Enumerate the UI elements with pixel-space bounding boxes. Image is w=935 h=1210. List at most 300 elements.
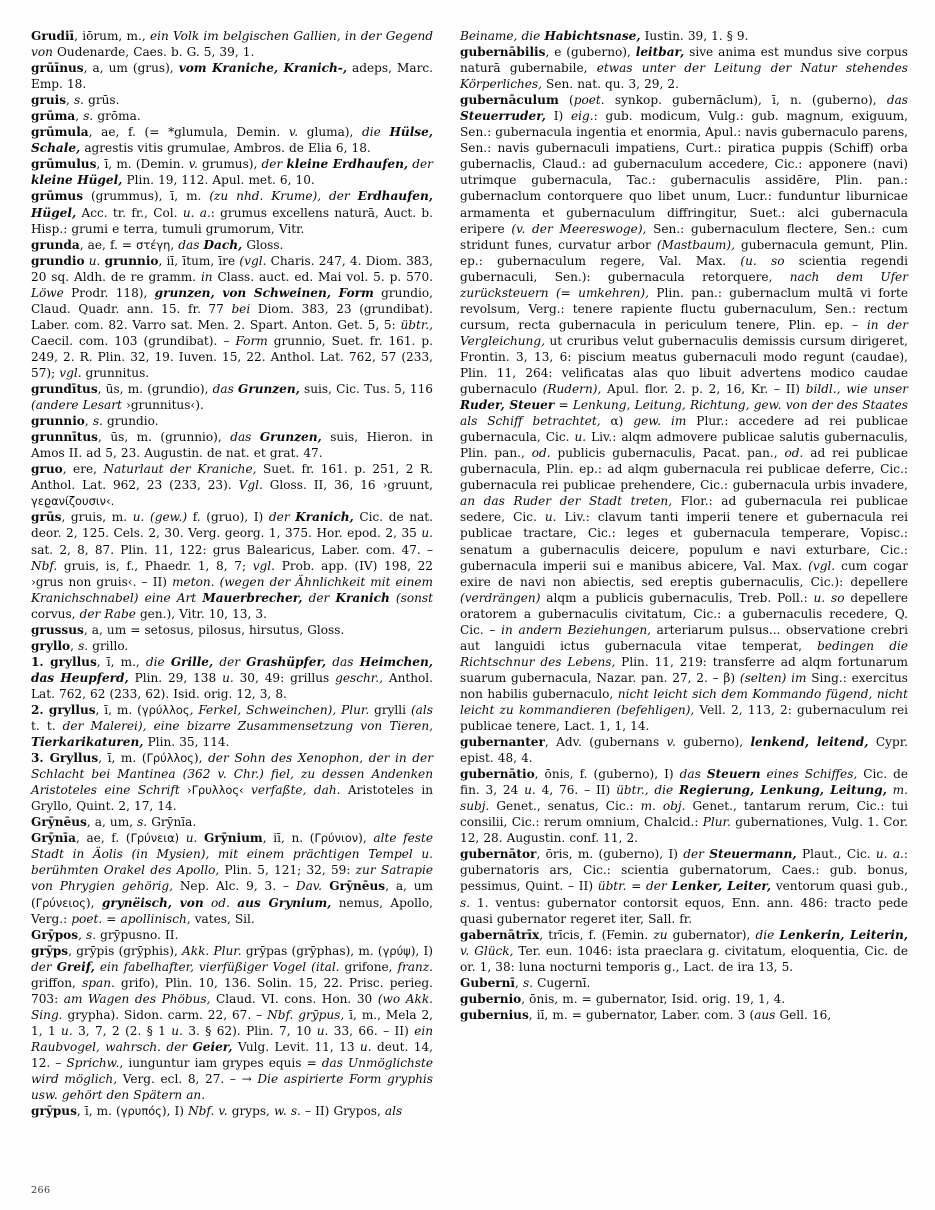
entry-text-run: grȳpas (grȳphas), m. ( (241, 943, 383, 958)
entry-text-run: Gell. 16, (775, 1007, 832, 1022)
entry-text-run: Plin. pan.: gubernaclum multā vi forte revolsum, Verg.: tenere rapiente fluctu gubernaculum, Sen.: rectum cursum, recta gubernacula in periculum tenere, Plin. ep. – (460, 285, 908, 332)
entry-text-run: u. (544, 510, 557, 525)
entry-headword: Grȳnium (204, 831, 263, 846)
entry-text-run: m. obj. (640, 799, 686, 814)
entry-text-run: Charis. 247, 4. Diom. 383, 20 sq. Aldh. de re gramm. (31, 253, 434, 284)
entry-text-run: meton. (wegen der Ähnlichkeit mit einem Kranichschnabel) eine Art (31, 574, 433, 605)
entry-text-run: Plin. 29, 138 (128, 670, 223, 685)
entry-text-run: Liv.: clavum tanti imperii tenere et gubernacula rei publicae tractare, Cic.: leges et gubernacula temperare, Vopisc.: senatum a gubernaculis deicere, populum e navi exturbare, Cic.: gubernacula imperii sui e manibus abicere, Val. Max. (460, 510, 908, 573)
entry-text-run: , trīcis, f. (Femin. (539, 927, 654, 942)
dictionary-entry (31, 381, 433, 413)
entry-text-run: die (145, 654, 171, 669)
dictionary-entry (31, 622, 433, 638)
entry-text-run: gew. im (633, 414, 687, 429)
entry-text-run: u. (316, 1023, 329, 1038)
dictionary-entry (460, 846, 908, 926)
dictionary-entry (31, 654, 433, 702)
entry-text-run: v. (288, 125, 299, 140)
entry-headword: gubernātio (460, 767, 535, 782)
entry-headword: 2. gryllus (31, 702, 96, 717)
right-column (437, 0, 935, 1023)
entry-text-run: : gubernatoris ars, Cic.: scientia gubernatorum, Caes.: gub. bonus, pessimus, Quint. – II) (460, 847, 908, 894)
entry-text-run: suis, Cic. Tus. 5, 116 (299, 382, 433, 397)
entry-text-run: Geier, (192, 1039, 233, 1054)
entry-text-run: ein Volk im belgischen Gallien, in der Gegend von (31, 29, 433, 60)
entry-text-run: cum cogar exire de navi non abiectis, sed ereptis gubernaculis, Cic.): depellere (460, 558, 908, 589)
dictionary-entry (31, 156, 433, 188)
entry-text-run: , ōnis, f. (guberno), I) (534, 767, 680, 782)
entry-text-run: , (70, 638, 79, 653)
entry-text-run: bildl., wie unser (805, 382, 909, 397)
entry-text-run: Form (235, 333, 268, 348)
entry-headword: grūs (31, 510, 62, 525)
entry-text-run: ein fabelhafter, vierfüßiger Vogel (ital. (94, 959, 340, 974)
entry-text-run: span. (82, 975, 115, 990)
entry-text-run: Suet. fr. 161. p. 251, 2 R. Anthol. Lat. 962, 23 (233, 23). (31, 462, 433, 493)
entry-text-run: in der Vergleichung, (460, 317, 908, 348)
dictionary-entry (31, 188, 433, 236)
entry-text-run: 33, 66. – II) (328, 1023, 415, 1038)
entry-text-run: Lenkerin, Leiterin, (779, 927, 909, 942)
entry-text-run: u. (574, 430, 587, 445)
entry-text-run: gubernationes, Vulg. 1. Cor. 12, 28. Augustin. conf. 11, 2. (460, 815, 908, 846)
entry-text-run: grumus), (197, 157, 262, 172)
entry-text-run: , ae, f. ( (75, 831, 131, 846)
entry-text-run: (verdrängen) (460, 590, 541, 605)
entry-text-run: Cic. de fin. 3, 24 (460, 767, 908, 798)
entry-text-run: Die aspirierte Form gryphis usw. gehört den Spätern an. (31, 1072, 433, 1103)
entry-headword: gubernanter (460, 735, 545, 750)
entry-text-run: ut cruribus velut gubernaculis demissis cursum dirigeret, Frontin. 3, 13, 6: piscium meatus gubernaculi modo regunt (caudae), Plin. 11, 264: velificatas alas quo libuit advertens modico caudae gubernaculo (460, 333, 908, 397)
entry-text-run: leitbar, (635, 45, 685, 60)
entry-headword: 1. gryllus (31, 654, 97, 669)
entry-text-run: Ter. eun. 1046: ista praeclara g. civitatum, eloquentia, Cic. de or. 1, 38: luna nocturni temporis g., Lact. de ira 13, 5. (460, 943, 908, 974)
entry-text-run: , iī, n. ( (262, 831, 315, 846)
entry-text-run: Nbf. v. (188, 1104, 228, 1119)
entry-text-run: Hülse, Schale, (31, 125, 434, 156)
entry-text-run: Greif, (56, 959, 95, 974)
dictionary-entry (460, 1007, 908, 1023)
dictionary-entry (31, 429, 433, 461)
entry-text-run: gluma), (298, 125, 363, 140)
entry-text-run: , ī, m. ( (76, 1104, 121, 1119)
entry-text-run: iunguntur iam grypes equis = (123, 1056, 322, 1070)
entry-text-run: t. t. (31, 719, 63, 734)
entry-text-run: Liv.: alqm admovere publicae salutis gubernaculis, Plin. pan., (460, 430, 908, 461)
entry-text-run: als (384, 1104, 403, 1119)
entry-headword: grundio (31, 253, 85, 268)
entry-text-run: grundio, Claud. Quadr. ann. 15. fr. 77 (31, 285, 433, 316)
entry-text-run: Plin. 19, 112. Apul. met. 6, 10. (122, 173, 315, 188)
entry-text-run: ventorum quasi gub., (771, 879, 908, 894)
entry-text-run: der (31, 959, 57, 974)
entry-text-run: , Ferkel, Schweinchen), Plur. (189, 702, 370, 717)
entry-text-run: Dav. (295, 879, 323, 894)
entry-text-run: u. (179, 831, 205, 846)
entry-text-run: vom Kraniche, Kranich-, (178, 61, 348, 76)
entry-text-run: Plur. (702, 815, 731, 830)
dictionary-entry (460, 991, 908, 1007)
entry-text-run: der (302, 590, 336, 605)
entry-text-run: Nep. Alc. 9, 3. – (172, 879, 296, 894)
entry-text-run: Sen. nat. qu. 3, 29, 2. (541, 77, 679, 92)
entry-text-run: grȳpusno. II. (96, 927, 179, 942)
entry-text-run: Grunzen, (259, 430, 322, 445)
dictionary-entry (31, 814, 433, 830)
dictionary-entry (31, 750, 433, 814)
entry-text-run: das (326, 654, 360, 669)
entry-text-run: grunzen, von Schweinen, Form (154, 285, 374, 300)
entry-text-run: (u. so (740, 253, 785, 268)
entry-text-run: gubernator), (667, 927, 756, 942)
entry-text-run: publicis gubernaculis, Pacat. pan., (550, 446, 785, 461)
entry-text-run: , ī, m. ( (98, 751, 147, 766)
entry-text-run: guberno), (675, 735, 751, 750)
entry-text-run: , iōrum, m., (74, 29, 150, 43)
entry-headword: gubernio (460, 991, 522, 1006)
entry-headword: gubernātor (460, 847, 537, 862)
entry-text-run: suis, Hieron. in Amos II. ad 5, 23. Augustin. de nat. et grat. 47. (31, 430, 433, 461)
entry-text-run: Gloss. (242, 237, 284, 252)
entry-text-run: , (84, 414, 93, 429)
entry-text-run: , ae, f. (= *glumula, Demin. (88, 125, 289, 140)
entry-headword: grūma (31, 109, 76, 124)
entry-text-run: grunnitus. (81, 365, 150, 380)
entry-headword: grȳpus (31, 1104, 77, 1119)
entry-text-run: der Malerei), eine bizarre Zusammensetzung von Tieren, (62, 719, 433, 734)
entry-text-run: w. s. (273, 1104, 301, 1119)
entry-text-run: , (75, 109, 84, 124)
entry-headword: grūmulus (31, 157, 97, 172)
entry-text-run: Heimchen, das Heupferd, (31, 654, 433, 685)
entry-text-run: , ūs, m. (grunnio), (98, 430, 231, 445)
entry-headword: gubernāculum (460, 93, 559, 108)
entry-headword: gubernābilis (460, 45, 546, 60)
entry-headword: grussus (31, 622, 84, 637)
entry-text-run: , iī, ītum, īre (158, 253, 240, 268)
entry-text-run: ), (358, 831, 374, 846)
entry-headword: 3. Gryllus (31, 751, 99, 766)
entry-text-run: u. a. (182, 205, 211, 220)
entry-text-run: gryps, (227, 1104, 274, 1119)
entry-text-run: Verg. ecl. 8, 27. – → (117, 1072, 258, 1087)
dictionary-entry (460, 28, 908, 44)
dictionary-entry (31, 108, 433, 124)
entry-text-run: , ūs, m. (grundio), (97, 382, 213, 397)
entry-text-run: grynëisch, von (101, 895, 204, 910)
entry-text-run: , gruis, m. (61, 510, 133, 525)
entry-text-run: Sen.: gubernaculum flectere, Sen.: cum stridunt funes, curvatur arbor (460, 221, 909, 252)
entry-text-run: das (230, 430, 260, 445)
entry-text-run: vgl. (252, 558, 276, 573)
dictionary-entry (31, 638, 433, 654)
entry-text-run: nicht leicht sich dem Kommando fügend, nicht leicht zu kommandieren (befehligen), (460, 686, 908, 717)
entry-text-run: etwas unter der Leitung der Natur stehendes Körperliches, (460, 61, 908, 92)
entry-text-run: grunnio, Suet. fr. 161. p. 249, 2. R. Plin. 32, 19. Iuven. 15, 22. Anthol. Lat. 762, 57 (233, 57); (31, 333, 433, 380)
entry-text-run: eines Schiffes, (760, 767, 858, 782)
entry-text-run: (vgl. (808, 558, 836, 573)
entry-text-run: , (78, 927, 86, 942)
entry-text-run: Grashüpfer, (246, 654, 327, 669)
dictionary-entry (460, 44, 908, 92)
entry-text-run: grifo), Plin. 10, 136. Solin. 15, 22. Prisc. perieg. 703: (31, 975, 433, 1006)
entry-text-run: u. so (813, 590, 845, 605)
entry-text-run: alqm a publicis gubernaculis, Treb. Poll.: (540, 590, 814, 605)
entry-text-run: Grunzen, (238, 382, 300, 397)
dictionary-entry (31, 237, 433, 253)
entry-text-run: der (408, 157, 433, 172)
entry-text-run: sat. 2, 8, 87. Plin. 11, 122: grus Balearicus, Laber. com. 47. – (31, 542, 433, 557)
entry-text-run: 3. § 62). Plin. 7, 10 (182, 1023, 317, 1038)
entry-text-run: , (170, 237, 179, 252)
entry-headword: grȳps (31, 943, 69, 958)
entry-text-run: , grȳpis (grȳphis), (68, 943, 183, 958)
entry-text-run: deut. 14, 12. – (31, 1039, 433, 1070)
entry-text-run: (v. der Meereswoge), (511, 221, 647, 236)
entry-text-run: ein Raubvogel, wahrsch. der (31, 1023, 434, 1054)
entry-text-run: α) (600, 414, 634, 429)
entry-text-run: u. (84, 253, 105, 268)
entry-text-run: Anthol. Lat. 762, 62 (233, 62). Isid. orig. 12, 3, 8. (31, 670, 433, 701)
dictionary-entry (31, 413, 433, 429)
entry-text-run: nach dem Ufer zurücksteuern (= umkehren), (460, 269, 908, 300)
dictionary-entry (31, 28, 433, 60)
entry-text-run: das Unmöglichste wird möglich, (31, 1056, 433, 1087)
entry-text-run: u. (222, 670, 234, 685)
entry-text-run: Claud. VI. cons. Hon. 30 (210, 991, 378, 1006)
entry-text-run: od. (203, 895, 238, 910)
entry-text-run: Vulg. Levit. 11, 13 (232, 1039, 360, 1054)
entry-text-run: Vgl. (238, 478, 263, 493)
entry-headword: Grudiī (31, 29, 75, 43)
entry-text-run: γρύλλος (141, 702, 190, 717)
entry-text-run: ( (558, 93, 574, 108)
entry-text-run: verfaßte, dah. (243, 783, 341, 798)
entry-text-run: Sprichw., (66, 1056, 124, 1070)
entry-text-run: das (212, 382, 239, 397)
entry-text-run: s. (137, 815, 148, 830)
entry-text-run: franz. (397, 959, 433, 974)
entry-text-run: aus (754, 1007, 776, 1022)
entry-text-run: v. (666, 735, 676, 750)
entry-text-run: u. (524, 783, 536, 798)
entry-text-run: übtr. = der (597, 879, 672, 894)
entry-text-run: Cypr. epist. 48, 4. (460, 735, 908, 766)
entry-text-run: u. (171, 1023, 183, 1038)
entry-text-run: adeps, Marc. Emp. 18. (31, 61, 433, 92)
entry-text-run: zur Satrapie von Phrygien gehörig, (31, 863, 433, 894)
entry-text-run: , a, um (grus), (83, 61, 179, 76)
dictionary-entry (31, 509, 433, 621)
entry-text-run: – II) Grypos, (300, 1104, 385, 1119)
entry-text-run: der (683, 847, 710, 862)
entry-text-run: Beiname, die (460, 29, 545, 43)
entry-text-run: , iī, m. = gubernator, Laber. com. 3 ( (528, 1007, 755, 1022)
entry-text-run: Nbf. grȳpus, (267, 1007, 345, 1022)
entry-text-run: 4, 76. – II) (535, 783, 617, 798)
entry-text-run: grundio. (102, 414, 159, 429)
entry-text-run: Akk. Plur. (182, 943, 242, 958)
entry-text-run: gruis, is, f., Phaedr. 1, 8, 7; (57, 558, 253, 573)
entry-text-run: Caecil. com. 103 (grundibat). – (31, 333, 236, 348)
entry-text-run: Plin. 11, 219: transferre ad alqm fortunarum suarum gubernacula, Nazar. pan. 27, 2. – β) (460, 654, 908, 685)
dictionary-entry (31, 943, 433, 1103)
entry-headword: gubernius (460, 1007, 529, 1022)
entry-text-run: (andere Lesart (31, 398, 122, 413)
entry-text-run: synkop. gubernāclum), ī, n. (guberno), (604, 93, 887, 108)
entry-text-run: ), (193, 751, 209, 766)
entry-text-run: am Wagen des Phöbus, (63, 991, 211, 1006)
entry-text-run: s. (83, 109, 94, 124)
entry-text-run: Plaut., Cic. (796, 847, 876, 862)
entry-text-run: die (362, 125, 390, 140)
entry-text-run: f. (gruo), I) (187, 510, 269, 525)
entry-text-run: 1. ventus: gubernator contorsit equos, Enn. ann. 486: tracto pede quasi gubernator regeret iter, Sall. fr. (460, 895, 908, 926)
entry-text-run: alte feste Stadt in Äolis (in Mysien), mit einem prächtigen Tempel u. berühmten Orakel des Apollo, (31, 831, 433, 878)
entry-headword: Grȳnēus (322, 879, 386, 894)
entry-text-run: der (261, 157, 287, 172)
entry-text-run: Aristoteles in Gryllo, Quint. 2, 17, 14. (31, 783, 433, 814)
entry-headword: grunda (31, 237, 80, 252)
entry-text-run: Dach, (203, 237, 243, 252)
entry-text-run: γρυπός (120, 1104, 162, 1119)
page-folio-number: 266 (31, 1185, 51, 1196)
entry-text-run: das (178, 237, 204, 252)
entry-text-run: : grumus excellens naturā, Auct. b. Hisp.: grumi e terra, tumuli grumorum, Vitr. (31, 205, 433, 236)
entry-text-run: (wo Akk. Sing. (31, 991, 434, 1022)
entry-headword: grūīnus (31, 61, 84, 76)
entry-headword: grunnītus (31, 430, 98, 445)
entry-text-run: poet. (573, 93, 605, 108)
entry-text-run: , (515, 975, 523, 990)
entry-text-run: gen.), Vitr. 10, 13, 3. (135, 606, 267, 621)
entry-text-run: der (268, 510, 296, 525)
entry-text-run: vates, Sil. (190, 911, 255, 926)
entry-text-run: Apul. flor. 2. p. 2, 16, Kr. – II) (601, 382, 806, 397)
entry-text-run: v. (188, 157, 198, 172)
entry-text-run: , Adv. (gubernans (544, 735, 667, 750)
entry-text-run: griffon, (31, 975, 83, 990)
dictionary-entry (31, 60, 433, 92)
entry-text-run: Löwe (31, 285, 64, 300)
entry-text-run: Prob. app. (IV) 198, 22 ›grus non gruis‹. – II) (31, 558, 433, 589)
entry-text-run: s. (460, 895, 471, 910)
entry-text-run: bedingen die Richtschnur des Lebens, (460, 638, 908, 669)
entry-text-run: bei (231, 301, 251, 316)
entry-text-run: depellere oratorem a gubernaculis civitatum, Cic.: a gubernaculis recedere, Q. Cic. – (460, 590, 908, 637)
entry-text-run: Γρύνιον (314, 831, 359, 846)
entry-text-run: vgl. (59, 365, 82, 380)
entry-text-run: s. (73, 93, 85, 108)
entry-headword: gabernātrīx (460, 927, 540, 942)
dictionary-entry (31, 92, 433, 108)
entry-text-run: ), I) (410, 943, 433, 958)
entry-headword: gruis (31, 93, 67, 108)
entry-text-run: poet. = apollinisch, (71, 911, 191, 926)
dictionary-entry (460, 766, 908, 846)
entry-text-run: (als (410, 702, 433, 717)
entry-headword: Gubernī (460, 975, 516, 990)
entry-text-run: u. a. (875, 847, 904, 862)
entry-text-run: ›grunnitus‹). (121, 398, 204, 413)
entry-headword: Grȳnēus (31, 815, 87, 830)
entry-text-run: eig. (570, 109, 594, 124)
entry-text-run: der Rabe (79, 606, 136, 621)
entry-text-run: s. (92, 414, 103, 429)
entry-text-run: aus Grynium, (237, 895, 332, 910)
entry-headword: grunnio (104, 253, 159, 268)
entry-text-run: grylli (369, 702, 411, 717)
entry-text-run: γρύψ (382, 943, 411, 958)
entry-text-run: (zu nhd. Krume), der (209, 189, 358, 204)
entry-text-run: nemus, Apollo, Verg.: (31, 895, 434, 926)
entry-text-run: kleine Erdhaufen, (286, 157, 409, 172)
dictionary-entry (31, 927, 433, 943)
entry-text-run: grifone, (339, 959, 398, 974)
entry-text-run: grūs. (84, 93, 120, 108)
dictionary-entry (460, 975, 908, 991)
entry-text-run: kleine Hügel, (31, 173, 123, 188)
entry-text-run: Steuerruder, (460, 109, 546, 124)
entry-text-run: Tierkarikaturen, (31, 735, 144, 750)
entry-text-run: = Lenkung, Leitung, Richtung, gew. von der des Staates als Schiff betrachtet, (460, 398, 908, 429)
entry-text-run: s. (522, 975, 534, 990)
entry-text-run: , (66, 93, 74, 108)
entry-text-run: Erdhaufen, Hügel, (31, 189, 433, 220)
entry-text-run: 30, 49: grillus (233, 670, 336, 685)
entry-text-run: , a, um = setosus, pilosus, hirsutus, Gloss. (83, 622, 345, 637)
entry-text-run: der Sohn des Xenophon, der in der Schlacht bei Mantinea (362 v. Chr.) fiel, zu dessen Andenken Aristoteles eine Schrift (31, 751, 433, 798)
entry-headword: grūmula (31, 125, 89, 140)
entry-text-run: geschr., (335, 670, 383, 685)
entry-text-run: Γρύνεια) (130, 831, 180, 846)
entry-text-run: ad rei publicae gubernacula, Plin. ep.: ad alqm gubernacula rei publicae deferre, Cic.: gubernacula rei publicae prehendere, Cic.: gubernacula urbis invadere, (460, 446, 909, 493)
entry-text-run: agrestis vitis grumulae, Ambros. de Elia 6, 18. (80, 141, 371, 156)
entry-text-run: m. subj. (460, 783, 908, 814)
entry-text-run: Cugernī. (533, 975, 591, 990)
entry-text-run: ), I) (161, 1104, 189, 1119)
entry-text-run: , a, um, (86, 815, 138, 830)
dictionary-entry (31, 253, 433, 381)
left-column-entries (31, 28, 433, 1119)
entry-text-run: (selten) im (739, 670, 807, 685)
entry-text-run: in (200, 269, 213, 284)
entry-text-run: , ī, m., (96, 654, 146, 669)
entry-text-run: Ruder, Steuer (460, 398, 555, 413)
entry-text-run: übtr., (400, 317, 433, 332)
entry-text-run: (sonst (389, 590, 433, 605)
dictionary-entry (31, 702, 433, 750)
entry-text-run: Sing.: exercitus non habilis gubernaculo, (460, 670, 908, 701)
entry-text-run: scientia regendi gubernaculi, Sen.): gubernacula retorquere, (460, 253, 908, 284)
entry-text-run: ›Γρυλλος‹ (187, 783, 244, 798)
entry-headword: grūmus (31, 189, 84, 204)
entry-text-run: übtr., die (616, 783, 680, 798)
entry-text-run: Γρύλλος (146, 751, 194, 766)
entry-headword: gruo (31, 462, 63, 477)
entry-text-run: Prodr. 118), (63, 285, 155, 300)
entry-text-run: Kranich (335, 590, 390, 605)
entry-headword: gryllo (31, 638, 71, 653)
entry-text-run: u. (359, 1039, 372, 1054)
entry-text-run: Diom. 383, 23 (grundibat). Laber. com. 82. Varro sat. Men. 2. Spart. Anton. Get. 5, 5: (31, 301, 433, 332)
entry-text-run: Plin. 5, 121; 32, 59: (219, 863, 356, 878)
entry-text-run: an das Ruder der Stadt treten, (460, 494, 673, 509)
left-column (0, 0, 437, 1119)
right-column-entries (460, 28, 908, 1023)
entry-text-run: (Rudern), (542, 382, 602, 397)
entry-text-run: s. (86, 927, 97, 942)
